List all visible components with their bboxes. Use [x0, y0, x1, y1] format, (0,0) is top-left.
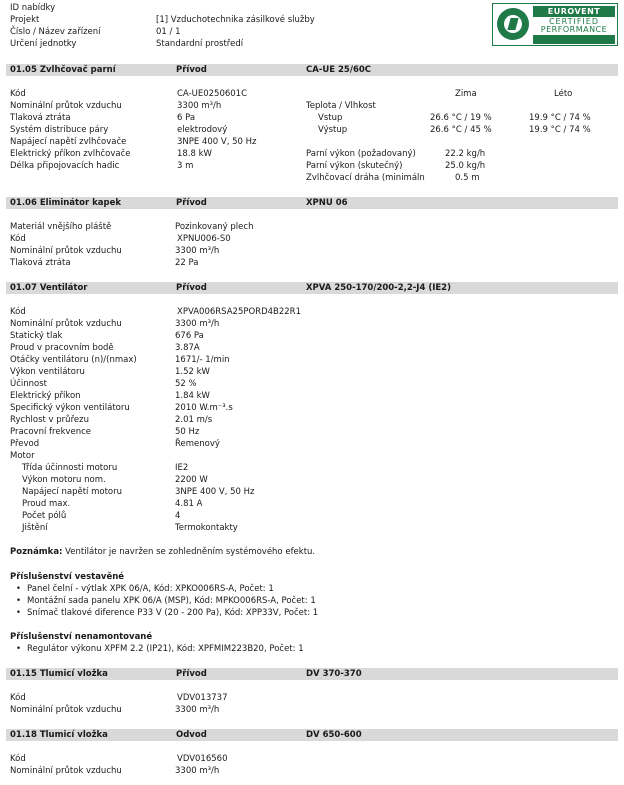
steam-label-2: Zvlhčovací dráha (minimáln [306, 173, 425, 183]
climate-row-outlet-label: Výstup [318, 125, 348, 135]
s3-label-5: Výkon ventilátoru [10, 367, 85, 377]
steam-label-1: Parní výkon (skutečný) [306, 161, 403, 171]
s3-value-8: 2010 W.m⁻³.s [175, 403, 233, 413]
s3-label-3: Proud v pracovním bodě [10, 343, 114, 353]
s1-value-5: 18.8 kW [177, 149, 212, 159]
motor-label-5: Jištění [22, 523, 48, 533]
s3-value-4: 1671/- 1/min [175, 355, 230, 365]
climate-row-inlet-winter: 26.6 °C / 19 % [430, 113, 492, 123]
s3-label-0: Kód [10, 307, 26, 317]
note-text: Ventilátor je navržen se zohledněním systémového efektu. [65, 547, 316, 557]
steam-value-2: 0.5 m [455, 173, 480, 183]
note-label: Poznámka: [10, 547, 63, 557]
s3-value-5: 1.52 kW [175, 367, 210, 377]
s1-label-6: Délka připojovacích hadic [10, 161, 120, 171]
s3-value-1: 3300 m³/h [175, 319, 220, 329]
note [10, 547, 315, 558]
header-label-device: Číslo / Název zařízení [10, 27, 101, 37]
s3-value-9: 2.01 m/s [175, 415, 213, 425]
s3-value-7: 1.84 kW [175, 391, 210, 401]
s5-value-0: VDV016560 [177, 754, 228, 764]
s2-label-0: Materiál vnějšího pláště [10, 222, 112, 232]
s1-value-3: elektrodový [177, 125, 228, 135]
climate-col-summer: Léto [554, 89, 573, 99]
s4-label-1: Nominální průtok vzduchu [10, 705, 122, 715]
climate-header: Teplota / Vlhkost [306, 101, 376, 111]
header-value-device: 01 / 1 [156, 27, 181, 37]
s1-value-1: 3300 m³/h [177, 101, 222, 111]
motor-value-5: Termokontakty [175, 523, 238, 533]
s2-value-2: 3300 m³/h [175, 246, 220, 256]
s3-value-6: 52 % [175, 379, 197, 389]
s2-label-1: Kód [10, 234, 26, 244]
header-value-unit-purpose: Standardní prostředí [156, 39, 244, 49]
climate-col-winter: Zima [455, 89, 477, 99]
motor-value-1: 2200 W [175, 475, 208, 485]
accessory-installed-item: • Snímač tlakové diference P33 V (20 - 200 Pa), Kód: XPP33V, Počet: 1 [27, 608, 318, 619]
s2-label-3: Tlaková ztráta [10, 258, 71, 268]
s3-value-11: Řemenový [175, 439, 220, 449]
s5-value-1: 3300 m³/h [175, 766, 220, 776]
s1-value-4: 3NPE 400 V, 50 Hz [177, 137, 257, 147]
motor-label-3: Proud max. [22, 499, 71, 509]
s3-label-8: Specifický výkon ventilátoru [10, 403, 130, 413]
climate-row-inlet-summer: 19.9 °C / 74 % [529, 113, 591, 123]
climate-row-inlet-label: Vstup [318, 113, 343, 123]
accessory-loose-item: • Regulátor výkonu XPFM 2.2 (IP21), Kód: XPFMIM223B20, Počet: 1 [27, 644, 304, 655]
s1-label-0: Kód [10, 89, 26, 99]
motor-label-4: Počet pólů [22, 511, 67, 521]
s3-value-3: 3.87A [175, 343, 200, 353]
s1-value-6: 3 m [177, 161, 194, 171]
motor-label-0: Třída účinnosti motoru [22, 463, 118, 473]
steam-value-1: 25.0 kg/h [445, 161, 486, 171]
accessories-loose-title: Příslušenství nenamontované [10, 632, 153, 642]
header-label-project: Projekt [10, 15, 40, 25]
s2-value-1: XPNU006-S0 [177, 234, 231, 244]
s3-label-9: Rychlost v průřezu [10, 415, 89, 425]
s3-label-1: Nominální průtok vzduchu [10, 319, 122, 329]
s3-value-2: 676 Pa [175, 331, 204, 341]
section-header-fan: 01.07 Ventilátor Přívod XPVA 250-170/200-2,2-J4 (IE2) [6, 282, 618, 294]
climate-row-outlet-summer: 19.9 °C / 74 % [529, 125, 591, 135]
climate-row-outlet-winter: 26.6 °C / 45 % [430, 125, 492, 135]
s3-label-6: Účinnost [10, 379, 47, 389]
s3-label-11: Převod [10, 439, 40, 449]
s5-label-1: Nominální průtok vzduchu [10, 766, 122, 776]
header-label-offer-id: ID nabídky [10, 3, 56, 13]
steam-value-0: 22.2 kg/h [445, 149, 486, 159]
s4-value-1: 3300 m³/h [175, 705, 220, 715]
s3-value-10: 50 Hz [175, 427, 200, 437]
accessory-installed-item: • Panel čelní - výtlak XPK 06/A, Kód: XPKO006RS-A, Počet: 1 [27, 584, 274, 595]
s3-label-motor: Motor [10, 451, 35, 461]
motor-label-1: Výkon motoru nom. [22, 475, 106, 485]
s1-label-3: Systém distribuce páry [10, 125, 109, 135]
s3-label-4: Otáčky ventilátoru (n)/(nmax) [10, 355, 137, 365]
s4-label-0: Kód [10, 693, 26, 703]
s5-label-0: Kód [10, 754, 26, 764]
header-value-project: [1] Vzduchotechnika zásilkové služby [156, 15, 315, 25]
section-header-silencer-supply: 01.15 Tlumicí vložka Přívod DV 370-370 [6, 668, 618, 680]
s1-value-0: CA-UE0250601C [177, 89, 248, 99]
section-header-eliminator: 01.06 Eliminátor kapek Přívod XPNU 06 [6, 197, 618, 209]
steam-label-0: Parní výkon (požadovaný) [306, 149, 416, 159]
s1-label-1: Nominální průtok vzduchu [10, 101, 122, 111]
s2-label-2: Nominální průtok vzduchu [10, 246, 122, 256]
s3-value-0: XPVA006RSA25PORD4B22R1 [177, 307, 301, 317]
s1-value-2: 6 Pa [177, 113, 196, 123]
motor-value-3: 4.81 A [175, 499, 203, 509]
header-label-unit-purpose: Určení jednotky [10, 39, 77, 49]
eurovent-certification-logo: EUROVENT CERTIFIED PERFORMANCE [492, 3, 618, 46]
s3-label-7: Elektrický příkon [10, 391, 81, 401]
s2-value-0: Pozinkovaný plech [175, 222, 254, 232]
eurovent-emblem-icon [497, 8, 529, 40]
s1-label-4: Napájecí napětí zvlhčovače [10, 137, 127, 147]
s1-label-2: Tlaková ztráta [10, 113, 71, 123]
accessory-installed-item: • Montážní sada panelu XPK 06/A (MSP), Kód: MPKO006RS-A, Počet: 1 [27, 596, 316, 607]
s3-label-2: Statický tlak [10, 331, 63, 341]
accessories-installed-title: Příslušenství vestavěné [10, 572, 125, 582]
s1-label-5: Elektrický příkon zvlhčovače [10, 149, 131, 159]
motor-value-4: 4 [175, 511, 181, 521]
motor-value-0: IE2 [175, 463, 189, 473]
s4-value-0: VDV013737 [177, 693, 228, 703]
section-header-humidifier: 01.05 Zvlhčovač parní Přívod CA-UE 25/60C [6, 64, 618, 76]
motor-value-2: 3NPE 400 V, 50 Hz [175, 487, 255, 497]
s3-label-10: Pracovní frekvence [10, 427, 92, 437]
motor-label-2: Napájecí napětí motoru [22, 487, 123, 497]
s2-value-3: 22 Pa [175, 258, 199, 268]
section-header-silencer-exhaust: 01.18 Tlumicí vložka Odvod DV 650-600 [6, 729, 618, 741]
